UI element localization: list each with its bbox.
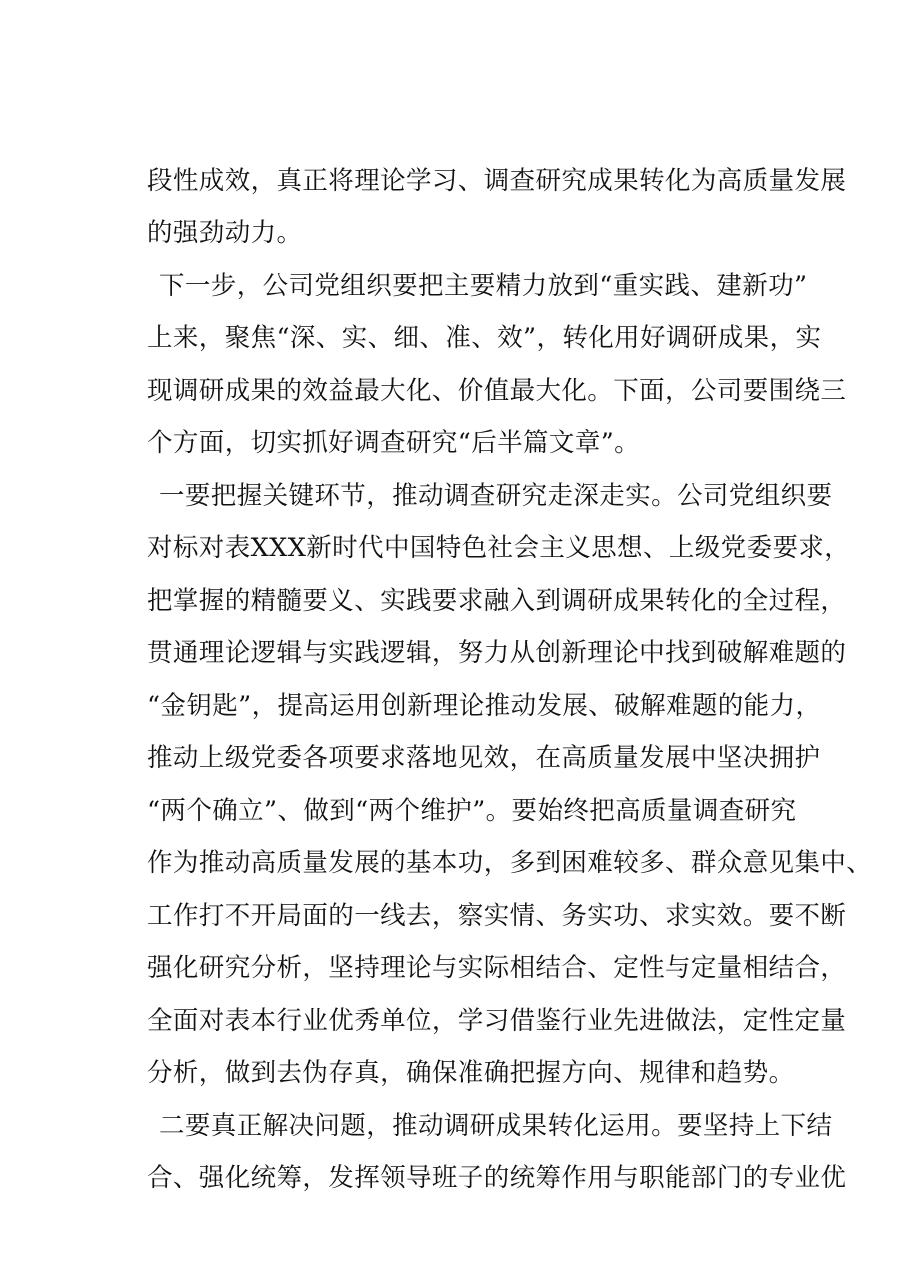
paragraph-first-line: 二要真正解决问题，推动调研成果转化运用。要坚持上下结 (159, 1111, 833, 1141)
text-line: 贯通理论逻辑与实践逻辑，努力从创新理论中找到破解难题的 (147, 638, 847, 668)
text-line: 段性成效，真正将理论学习、调查研究成果转化为高质量发展 (147, 166, 847, 196)
text-line: “两个确立”、做到“两个维护”。要始终把高质量调查研究 (147, 796, 797, 826)
text-line: 工作打不开局面的一线去，察实情、务实功、求实效。要不断 (147, 901, 847, 931)
text-line: 对标对表XXX新时代中国特色社会主义思想、上级党委要求， (147, 533, 851, 563)
text-line: 作为推动高质量发展的基本功，多到困难较多、群众意见集中、 (147, 848, 873, 878)
text-line: 全面对表本行业优秀单位，学习借鉴行业先进做法，定性定量 (147, 1006, 847, 1036)
text-line: 强化研究分析，坚持理论与实际相结合、定性与定量相结合， (147, 953, 847, 983)
text-line: “金钥匙”，提高运用创新理论推动发展、破解难题的能力， (147, 691, 822, 721)
text-line: 现调研成果的效益最大化、价值最大化。下面，公司要围绕三 (147, 376, 847, 406)
text-line: 分析，做到去伪存真，确保准确把握方向、规律和趋势。 (147, 1058, 795, 1088)
paragraph-first-line: 一要把握关键环节，推动调查研究走深走实。公司党组织要 (159, 481, 833, 511)
paragraph-first-line: 下一步，公司党组织要把主要精力放到“重实践、建新功” (159, 271, 808, 301)
text-line: 个方面，切实抓好调查研究“后半篇文章”。 (147, 428, 641, 458)
text-line: 把掌握的精髓要义、实践要求融入到调研成果转化的全过程， (147, 586, 847, 616)
text-line: 的强劲动力。 (147, 218, 303, 248)
text-line: 上来，聚焦“深、实、细、准、效”，转化用好调研成果，实 (147, 323, 822, 353)
text-line: 推动上级党委各项要求落地见效，在高质量发展中坚决拥护 (147, 743, 821, 773)
text-line: 合、强化统筹，发挥领导班子的统筹作用与职能部门的专业优 (147, 1163, 847, 1193)
